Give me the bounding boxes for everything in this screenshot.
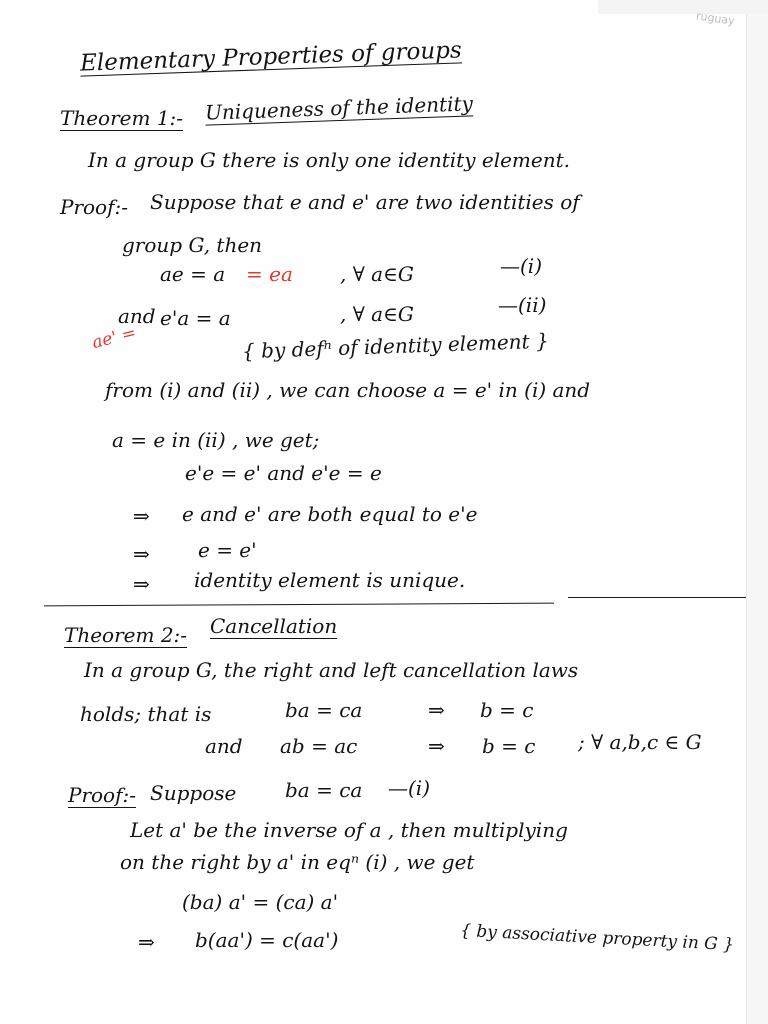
conclusion-3: identity element is unique. [194,568,466,592]
equation-2-tag: —(ii) [498,293,547,317]
proof-equation-tag: —(i) [388,776,431,800]
law-2-condition: ; ∀ a,b,c ∈ G [578,730,702,754]
definition-note: { by defⁿ of identity element } [241,328,550,364]
right-line: on the right by a' in eqⁿ (i) , we get [120,850,475,874]
law-2-implies: ⇒ [428,734,445,758]
theorem2-proof-label: Proof:- [68,783,136,807]
theorem2-statement-2: holds; that is [80,702,212,726]
equation-2: e'a = a [160,306,231,330]
section-divider-right [568,597,746,598]
law-2-rhs: b = c [482,734,536,758]
theorem1-proof-label: Proof:- [60,195,128,219]
from-line: from (i) and (ii) , we can choose a = e' in (i) and [105,378,591,402]
step-1: (ba) a' = (ca) a' [182,890,339,914]
conclusion-2: e = e' [198,538,257,562]
law-1-rhs: b = c [480,698,534,722]
step-2-implies: ⇒ [138,930,155,954]
watermark-stamp: ruguay [695,9,736,28]
page-edge [746,0,768,1024]
theorem1-group-line: group G, then [122,233,263,257]
implies-symbol-3: ⇒ [133,572,150,596]
implies-symbol-1: ⇒ [133,504,150,528]
law-1-lhs: ba = ca [285,698,363,722]
law-2-lhs: ab = ac [280,734,358,758]
equation-2-condition: , ∀ a∈G [340,302,414,326]
conclusion-1: e and e' are both equal to e'e [182,502,478,526]
equation-1-lhs: ae = a [160,262,226,286]
theorem2-heading: Theorem 2:- [64,623,188,647]
theorem1-name: Uniqueness of the identity [204,91,474,125]
page-corner [598,0,768,14]
implies-symbol-2: ⇒ [133,542,150,566]
result-line: e'e = e' and e'e = e [185,461,382,485]
theorem1-heading: Theorem 1:- [60,106,184,130]
let-line: Let a' be the inverse of a , then multiplying [130,818,568,842]
equation-1-condition: , ∀ a∈G [340,262,414,286]
section-divider [44,603,554,607]
document-title: Elementary Properties of groups [79,37,463,77]
theorem2-name: Cancellation [210,614,338,638]
proof-equation: ba = ca [285,778,363,802]
theorem2-statement-1: In a group G, the right and left cancellation laws [84,658,579,682]
theorem2-proof-intro: Suppose [150,781,237,805]
and-label: and [118,304,156,328]
a-equals-line: a = e in (ii) , we get; [112,428,320,452]
theorem1-statement: In a group G there is only one identity element. [88,148,571,172]
law-1-implies: ⇒ [428,698,445,722]
red-margin-note: ae' = [90,322,139,354]
law-2-and: and [205,734,243,758]
equation-1-tag: —(i) [500,254,543,278]
step-2: b(aa') = c(aa') [195,928,339,952]
theorem1-proof-intro: Suppose that e and e' are two identities of [150,190,580,214]
equation-1-red-note: = ea [246,262,293,286]
associative-note: { by associative property in G } [459,920,735,956]
